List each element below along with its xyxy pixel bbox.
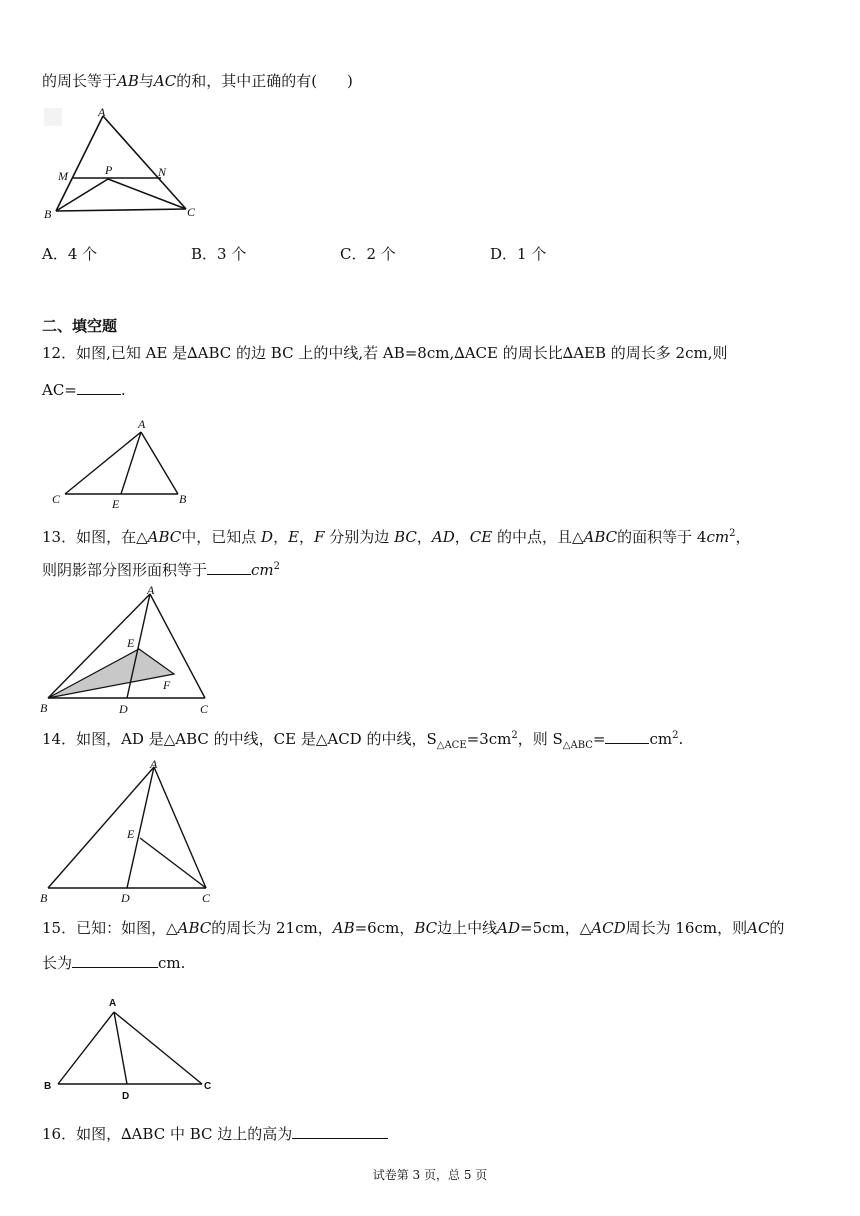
q13-answer-blank[interactable] (207, 560, 251, 575)
q14-answer-blank[interactable] (605, 729, 649, 744)
q13-figure (36, 584, 226, 720)
q12-line1: 12．如图,已知 AE 是∆ABC 的边 BC 上的中线,若 AB=8cm,∆ACE 的周长比∆AEB 的周长多 2cm,则 (42, 344, 728, 362)
q11-label-b: B (44, 207, 52, 221)
q14-line: 14．如图，AD 是△ABC 的中线，CE 是△ACD 的中线，$S_{\triangle ACE}=3cm^2$，则 $S_{\triangle ABC}= cm^2$. (42, 730, 684, 751)
q15-answer-blank[interactable] (72, 953, 158, 968)
q14-figure (36, 754, 226, 906)
q12-figure (48, 414, 198, 510)
q16-line: 16．如图，∆ABC 中 BC 边上的高为 (42, 1124, 388, 1144)
q12-label-a: A (138, 417, 146, 431)
page-footer: 试卷第 3 页，总 5 页 (372, 1168, 488, 1182)
choice-c[interactable]: C．2 个 (340, 245, 396, 263)
q12-answer-blank[interactable] (77, 380, 121, 395)
q12-label-e: E (112, 497, 120, 510)
q11-label-n: N (158, 165, 167, 179)
q16-answer-blank[interactable] (292, 1124, 388, 1139)
q15-line1: 15．已知：如图，△ABC的周长为 21cm，AB=6cm，BC边上中线AD=5cm，△ACD周长为 16cm，则AC的 (42, 919, 785, 937)
q13-label-b: B (40, 701, 48, 715)
q13-label-f: F (163, 678, 171, 692)
q12-label-c: C (52, 492, 61, 506)
section-title: 二、填空题 (42, 317, 118, 335)
q15-label-c: C (204, 1081, 212, 1092)
q11-figure (40, 104, 210, 224)
q11-tail-line: 的周长等于AB与AC的和，其中正确的有( ) (42, 72, 353, 90)
q15-figure (40, 992, 220, 1104)
q15-line2: 长为 cm. (42, 954, 186, 972)
choice-a[interactable]: A．4 个 (42, 245, 98, 263)
q15-label-a: A (109, 998, 117, 1009)
q13-line2: 则阴影部分图形面积等于 $cm^2$ (42, 561, 281, 579)
q14-label-b: B (40, 891, 48, 905)
q12-label-b: B (179, 492, 187, 506)
q13-label-e: E (127, 636, 135, 650)
q13-label-d: D (119, 702, 128, 716)
q14-label-d: D (121, 891, 130, 905)
q14-label-e: E (127, 827, 135, 841)
q11-label-c: C (187, 205, 196, 219)
q13-line1: 13．如图，在△ABC中，已知点 D，E，F 分别为边 BC，AD，CE 的中点，且△ABC的面积等于 $4cm^2$， (42, 528, 751, 546)
choice-b[interactable]: B．3 个 (191, 245, 247, 263)
q15-label-b: B (44, 1081, 52, 1092)
q13-label-c: C (200, 702, 209, 716)
q12-line2: AC= . (42, 381, 126, 399)
q11-label-a: A (98, 105, 106, 119)
q14-label-c: C (202, 891, 211, 905)
q11-label-p: P (105, 163, 113, 177)
choice-d[interactable]: D．1 个 (490, 245, 547, 263)
q14-label-a: A (150, 757, 158, 771)
q15-label-d: D (122, 1091, 130, 1102)
q13-label-a: A (147, 584, 155, 597)
q11-label-m: M (58, 169, 68, 183)
